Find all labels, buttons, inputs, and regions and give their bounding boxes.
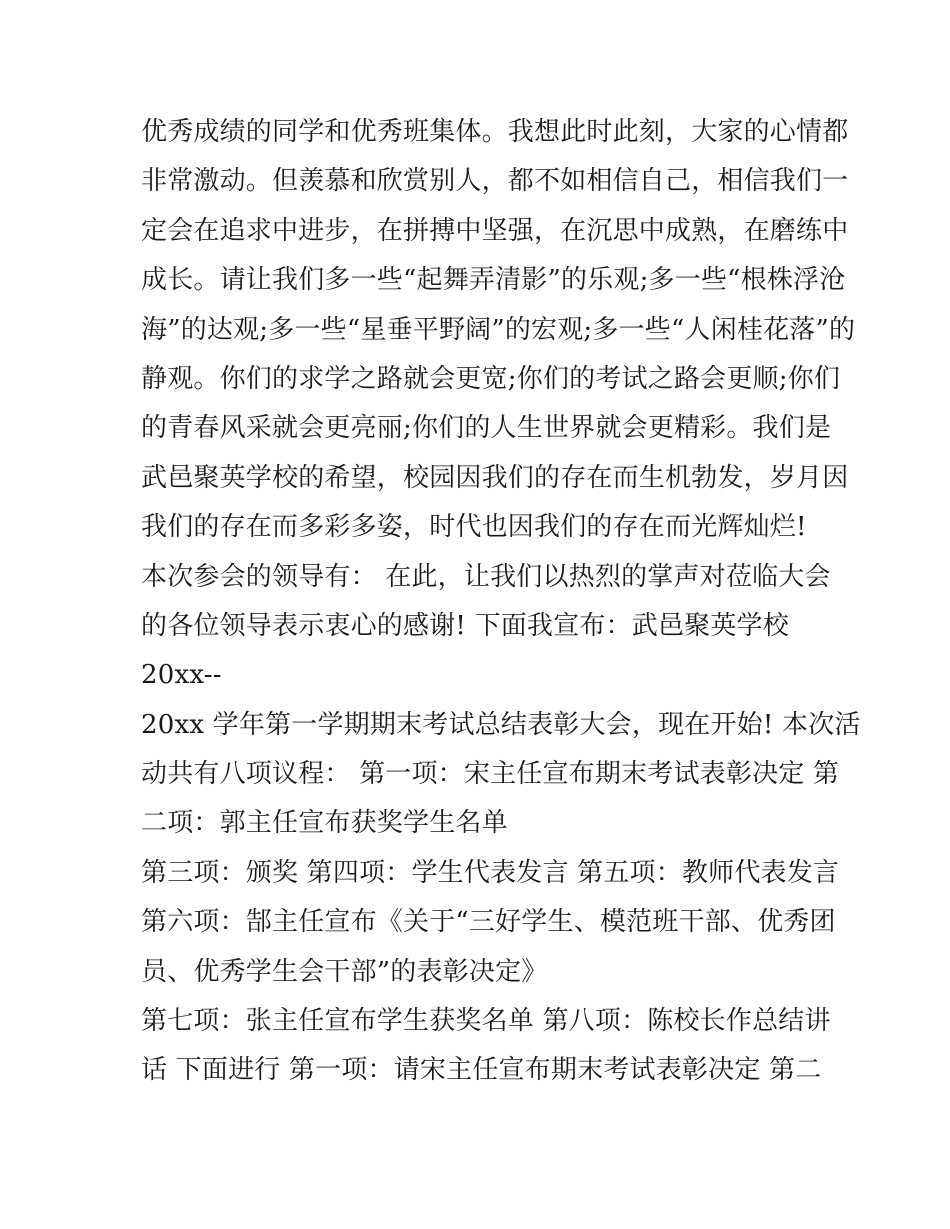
text-line: 员、优秀学生会干部”的表彰决定》 [141, 956, 548, 987]
text-line: 第三项：颁奖 第四项：学生代表发言 第五项：教师代表发言 [141, 857, 840, 888]
text-line: 我们的存在而多彩多姿，时代也因我们的存在而光辉灿烂! [141, 512, 807, 543]
text-line: 成长。请让我们多一些“起舞弄清影”的乐观;多一些“根株浮沧 [141, 265, 846, 296]
text-line: 武邑聚英学校的希望，校园因我们的存在而生机勃发，岁月因 [141, 462, 849, 493]
text-line: 优秀成绩的同学和优秀班集体。我想此时此刻，大家的心情都 [141, 117, 849, 147]
text-line: 动共有八项议程： 第一项：宋主任宣布期末考试表彰决定 第 [141, 759, 840, 790]
text-line: 20xx-- [141, 660, 222, 691]
text-line: 的各位领导表示衷心的感谢! 下面我宣布：武邑聚英学校 [141, 610, 789, 641]
text-line: 海”的达观;多一些“星垂平野阔”的宏观;多一些“人闲桂花落”的 [141, 314, 856, 345]
text-line: 的青春风采就会更亮丽;你们的人生世界就会更精彩。我们是 [141, 413, 832, 444]
text-line: 20xx 学年第一学期期末考试总结表彰大会，现在开始! 本次活 [141, 709, 861, 740]
text-line: 二项：郭主任宣布获奖学生名单 [141, 808, 508, 839]
text-line: 第六项：郜主任宣布《关于“三好学生、模范班干部、优秀团 [141, 907, 836, 938]
text-line: 非常激动。但羡慕和欣赏别人，都不如相信自己，相信我们一 [141, 166, 849, 197]
document-body [141, 108, 861, 1096]
text-line: 话 下面进行 第一项：请宋主任宣布期末考试表彰决定 第二 [141, 1055, 822, 1086]
text-line: 定会在追求中进步，在拼搏中坚强，在沉思中成熟，在磨练中 [141, 215, 849, 246]
text-line: 第七项：张主任宣布学生获奖名单 第八项：陈校长作总结讲 [141, 1006, 831, 1037]
text-line: 静观。你们的求学之路就会更宽;你们的考试之路会更顺;你们 [141, 363, 841, 394]
text-line: 本次参会的领导有： 在此，让我们以热烈的掌声对莅临大会 [141, 561, 831, 592]
